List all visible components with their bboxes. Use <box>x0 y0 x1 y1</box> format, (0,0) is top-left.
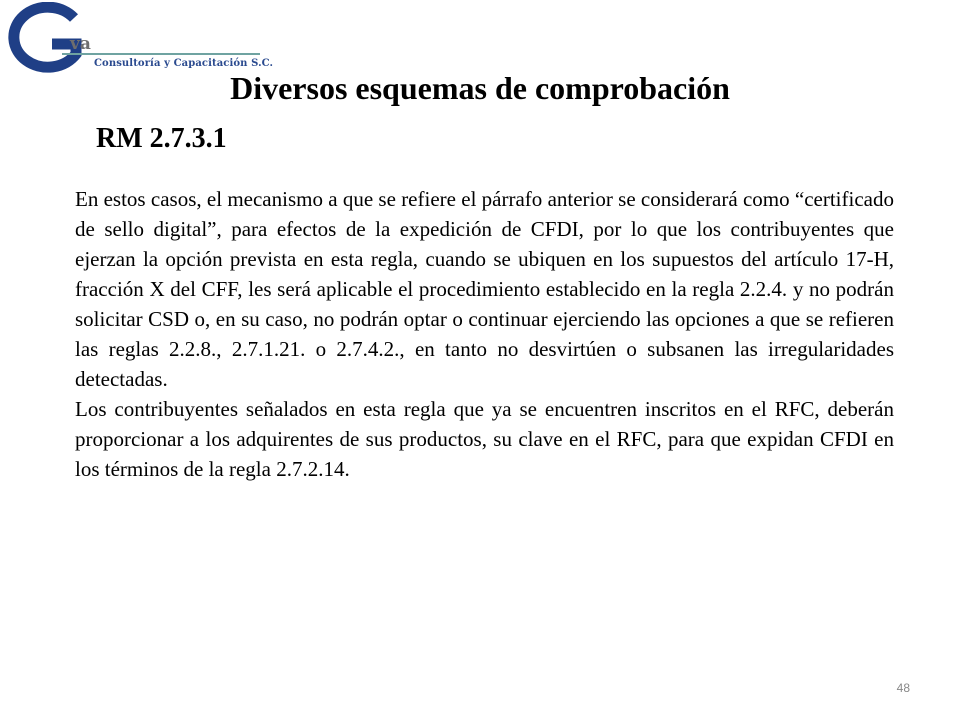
slide-body <box>75 184 894 484</box>
logo-g-shape <box>14 7 76 67</box>
company-logo <box>2 2 274 80</box>
slide-subtitle: RM 2.7.3.1 <box>96 123 227 154</box>
body-paragraph: Los contribuyentes señalados en esta regla que ya se encuentren inscritos en el RFC, deberán proporcionar a los adquirentes de sus productos, su clave en el RFC, para que expidan CFDI en los términos de la regla 2.7.2.14. <box>75 397 894 481</box>
slide-title: Diversos esquemas de comprobación <box>230 70 730 106</box>
body-paragraph: En estos casos, el mecanismo a que se refiere el párrafo anterior se considerará como “certificado de sello digital”, para efectos de la expedición de CFDI, por lo que los contribuyentes que ejerzan la opción prevista en esta regla, cuando se ubiquen en los supuestos del artículo 17-H, fracción X del CFF, les será aplicable el procedimiento establecido en la regla 2.2.4. y no podrán solicitar CSD o, en su caso, no podrán optar o continuar ejerciendo las opciones a que se refieren las reglas 2.2.8., 2.7.1.21. o 2.7.4.2., en tanto no desvirtúen o subsanen las irregularidades detectadas. <box>75 187 894 391</box>
logo-va-text: va <box>70 34 91 54</box>
page-number: 48 <box>896 681 910 695</box>
logo-company-name: Consultoría y Capacitación S.C. <box>94 58 274 69</box>
